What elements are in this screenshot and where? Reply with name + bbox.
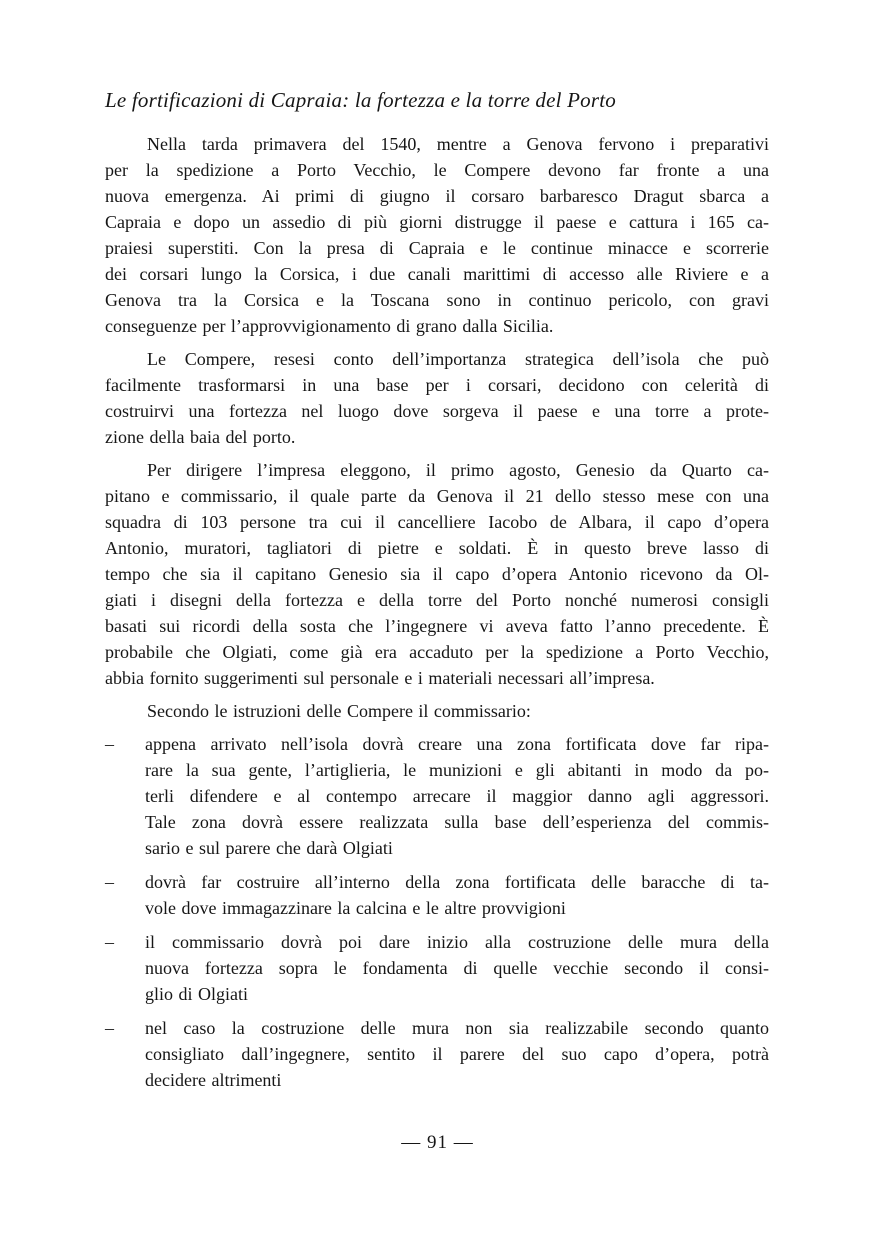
text-line: Genova tra la Corsica e la Toscana sono in continuo pericolo, con gravi (105, 290, 769, 310)
list-item (105, 1015, 769, 1093)
text-line: Antonio, muratori, tagliatori di pietre e soldati. È in questo breve lasso di (105, 538, 769, 558)
text-line: Nella tarda primavera del 1540, mentre a Genova fervono i preparativi (147, 134, 769, 154)
list-dash-marker: – (105, 932, 114, 952)
list-item (105, 731, 769, 861)
paragraph (105, 131, 769, 339)
paragraph (105, 698, 769, 724)
text-line: nuova fortezza sopra le fondamenta di quelle vecchie secondo il consi- (145, 958, 769, 978)
text-line: Le Compere, resesi conto dell’importanza strategica dell’isola che può (147, 349, 769, 369)
text-line: per la spedizione a Porto Vecchio, le Compere devono far fronte a una (105, 160, 769, 180)
text-line: nuova emergenza. Ai primi di giugno il corsaro barbaresco Dragut sbarca a (105, 186, 769, 206)
text-line: abbia fornito suggerimenti sul personale e i materiali necessari all’impresa. (105, 668, 655, 688)
list-item (105, 929, 769, 1007)
text-line: probabile che Olgiati, come già era accaduto per la spedizione a Porto Vecchio, (105, 642, 769, 662)
text-line: pitano e commissario, il quale parte da Genova il 21 dello stesso mese con una (105, 486, 769, 506)
text-line: vole dove immagazzinare la calcina e le altre provvigioni (145, 898, 566, 918)
text-line: costruirvi una fortezza nel luogo dove sorgeva il paese e una torre a prote- (105, 401, 769, 421)
list-item-text (145, 929, 769, 1007)
text-line: praiesi superstiti. Con la presa di Capraia e le continue minacce e scorrerie (105, 238, 769, 258)
list-dash-marker: – (105, 872, 114, 892)
text-line: conseguenze per l’approvvigionamento di grano dalla Sicilia. (105, 316, 554, 336)
text-line: basati sui ricordi della sosta che l’ingegnere vi aveva fatto l’anno precedente. È (105, 616, 769, 636)
list-dash-marker: – (105, 734, 114, 754)
paragraph (105, 457, 769, 691)
list-item-text (145, 869, 769, 921)
text-line: rare la sua gente, l’artiglieria, le munizioni e gli abitanti in modo da po- (145, 760, 769, 780)
text-line: dovrà far costruire all’interno della zona fortificata delle baracche di ta- (145, 872, 769, 892)
list-item-text (145, 1015, 769, 1093)
text-line: sario e sul parere che darà Olgiati (145, 838, 393, 858)
page-number: — 91 — (401, 1132, 474, 1153)
text-line: tempo che sia il capitano Genesio sia il capo d’opera Antonio ricevono da Ol- (105, 564, 769, 584)
instruction-list (105, 731, 769, 1093)
list-dash-marker: – (105, 1018, 114, 1038)
text-line: glio di Olgiati (145, 984, 248, 1004)
body-paragraphs (105, 131, 769, 724)
text-line: decidere altrimenti (145, 1070, 282, 1090)
text-line: dei corsari lungo la Corsica, i due canali marittimi di accesso alle Riviere e a (105, 264, 769, 284)
text-line: il commissario dovrà poi dare inizio alla costruzione delle mura della (145, 932, 769, 952)
text-line: facilmente trasformarsi in una base per i corsari, decidono con celerità di (105, 375, 769, 395)
text-line: terli difendere e al contempo arrecare il maggior danno agli aggressori. (145, 786, 769, 806)
text-column (105, 86, 769, 1101)
text-line: appena arrivato nell’isola dovrà creare una zona fortificata dove far ripa- (145, 734, 769, 754)
text-line: squadra di 103 persone tra cui il cancelliere Iacobo de Albara, il capo d’opera (105, 512, 769, 532)
text-line: zione della baia del porto. (105, 427, 296, 447)
text-line: nel caso la costruzione delle mura non sia realizzabile secondo quanto (145, 1018, 769, 1038)
text-line: Secondo le istruzioni delle Compere il commissario: (147, 701, 531, 721)
list-item-text (145, 731, 769, 861)
text-line: Per dirigere l’impresa eleggono, il primo agosto, Genesio da Quarto ca- (147, 460, 769, 480)
text-line: Tale zona dovrà essere realizzata sulla base dell’esperienza del commis- (145, 812, 769, 832)
text-line: Capraia e dopo un assedio di più giorni distrugge il paese e cattura i 165 ca- (105, 212, 769, 232)
paragraph (105, 346, 769, 450)
text-line: giati i disegni della fortezza e della torre del Porto nonché numerosi consigli (105, 590, 769, 610)
text-line: consigliato dall’ingegnere, sentito il parere del suo capo d’opera, potrà (145, 1044, 769, 1064)
list-item (105, 869, 769, 921)
section-title: Le fortificazioni di Capraia: la fortezza e la torre del Porto (105, 88, 616, 112)
